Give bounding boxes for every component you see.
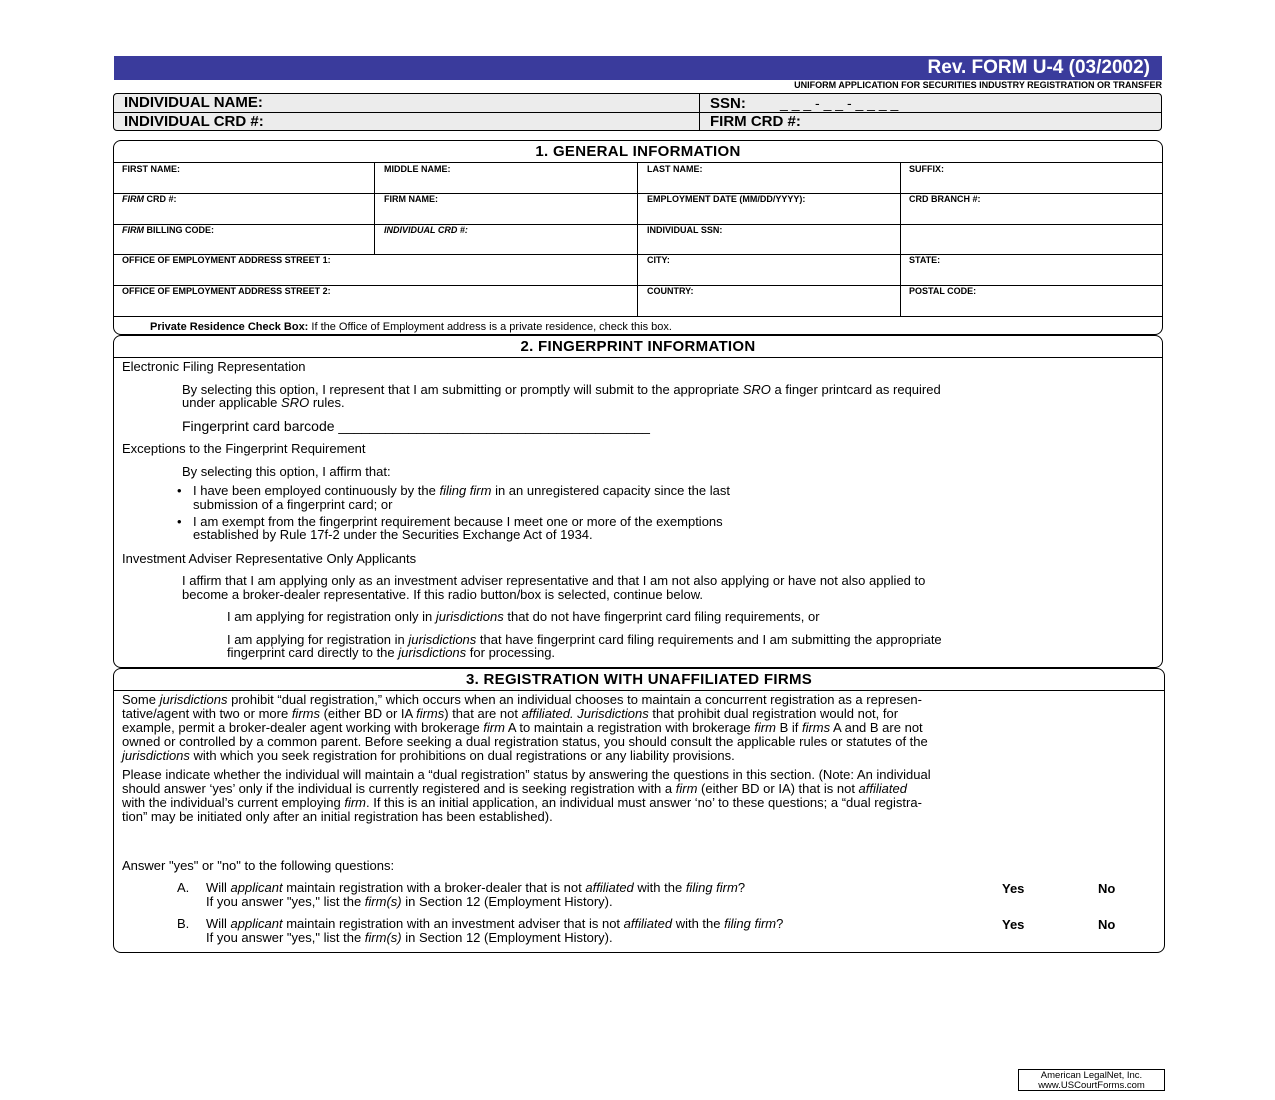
first-name-field[interactable]: FIRST NAME: [122,164,180,174]
publisher-footer [1018,1069,1165,1091]
firm-word: FIRM [122,225,144,235]
individual-ssn-field[interactable]: INDIVIDUAL SSN: [647,225,723,235]
section-general-information [113,140,1163,335]
private-residence-checkbox-row[interactable] [150,320,672,334]
instructions-line-2: should answer ‘yes’ only if the individual is currently registered and is seeking registration with a firm (either BD or IA) that is not affiliated [122,781,907,796]
divider [114,357,1162,358]
fingerprint-barcode-field[interactable]: Fingerprint card barcode ________________________________________ [182,418,650,434]
question-b-letter: B. [177,916,190,931]
divider [114,316,1162,317]
ssn-label: SSN: [710,95,746,112]
answer-intro: Answer "yes" or "no" to the following questions: [122,858,395,873]
question-b-yes-option[interactable]: Yes [1002,917,1025,932]
question-a-yes-option[interactable]: Yes [1002,881,1025,896]
divider [900,162,901,316]
country-field[interactable]: COUNTRY: [647,286,694,296]
crd-branch-field[interactable]: CRD BRANCH #: [909,194,981,204]
instructions-line-3: with the individual’s current employing firm. If this is an initial application, an individual must answer ‘no’ to these questions; a “dual registra- [122,795,922,810]
identity-block [113,93,1162,131]
question-b: Will applicant maintain registration with an investment adviser that is not affiliated with the filing firm? [206,916,784,931]
divider [114,193,1162,194]
divider [114,224,1162,225]
question-b-no-option[interactable]: No [1098,917,1116,932]
dual-registration-paragraph-line-2: tative/agent with two or more firms (either BD or IA firms) that are not affiliated. Jurisdictions that prohibit dual registration would not, for [122,706,899,721]
exception-1-line-1[interactable]: I have been employed continuously by the filing firm in an unregistered capacity since the last [193,483,730,498]
section-2-title: 2. FINGERPRINT INFORMATION [520,338,756,355]
question-a: Will applicant maintain registration with a broker-dealer that is not affiliated with the filing firm? [206,880,746,895]
address-street-1-field[interactable]: OFFICE OF EMPLOYMENT ADDRESS STREET 1: [122,255,331,265]
employment-date-field[interactable]: EMPLOYMENT DATE (MM/DD/YYYY): [647,194,806,204]
exception-1-line-2: submission of a fingerprint card; or [193,497,393,512]
individual-crd-field[interactable]: INDIVIDUAL CRD #: [124,113,264,130]
exception-2-line-2: established by Rule 17f-2 under the Securities Exchange Act of 1934. [193,527,593,542]
last-name-field[interactable]: LAST NAME: [647,164,703,174]
instructions-line-4: tion” may be initiated only after an initial registration has been established). [122,809,553,824]
state-field[interactable]: STATE: [909,255,941,265]
ia-statement-line-2: become a broker-dealer representative. If this radio button/box is selected, continue below. [182,587,704,602]
bullet-icon: • [177,514,182,529]
ia-option-1[interactable]: I am applying for registration only in jurisdictions that do not have fingerprint card filing requirements, or [227,609,820,624]
private-residence-text: If the Office of Employment address is a private residence, check this box. [308,321,672,333]
question-a-followup: If you answer "yes," list the firm(s) in Section 12 (Employment History). [206,894,613,909]
exceptions-option[interactable]: Exceptions to the Fingerprint Requirement [122,441,366,456]
ia-option-2-line-2: fingerprint card directly to the jurisdictions for processing. [227,645,556,660]
dual-registration-paragraph-line-1: Some jurisdictions prohibit “dual registration,” which occurs when an individual chooses to maintain a concurrent registration as a represen- [122,692,922,707]
section-1-title: 1. GENERAL INFORMATION [535,143,741,160]
middle-name-field[interactable]: MIDDLE NAME: [384,164,451,174]
ia-statement-line-1: I affirm that I am applying only as an investment adviser representative and that I am not also applying or have not also applied to [182,573,926,588]
billing-code-label: BILLING CODE: [144,225,214,235]
publisher-url: www.USCourtForms.com [1038,1080,1145,1091]
publisher-name: American LegalNet, Inc. [1040,1070,1143,1081]
form-subtitle: UNIFORM APPLICATION FOR SECURITIES INDUSTRY REGISTRATION OR TRANSFER [794,80,1162,90]
exceptions-intro: By selecting this option, I affirm that: [182,464,391,479]
efr-statement-line-2: under applicable SRO rules. [182,395,345,410]
divider [114,162,1162,163]
ia-only-option[interactable]: Investment Adviser Representative Only Applicants [122,551,417,566]
ssn-field[interactable] [699,94,1159,112]
instructions-line-1: Please indicate whether the individual will maintain a “dual registration” status by answering the questions in this section. (Note: An individual [122,767,931,782]
ia-option-2-line-1[interactable]: I am applying for registration in jurisdictions that have fingerprint card filing requirements and I am submitting the appropriate [227,632,942,647]
form-title-banner [114,56,1162,80]
identity-row-2 [114,113,1161,131]
section-3-title: 3. REGISTRATION WITH UNAFFILIATED FIRMS [465,671,813,688]
address-street-2-field[interactable]: OFFICE OF EMPLOYMENT ADDRESS STREET 2: [122,286,331,296]
individual-crd-label: INDIVIDUAL CRD #: [384,225,468,235]
firm-crd-number-field[interactable] [122,194,177,204]
divider [637,162,638,316]
private-residence-label: Private Residence Check Box: [150,321,309,333]
efr-statement-line-1: By selecting this option, I represent that I am submitting or promptly will submit to the appropriate SRO a finger printcard as required [182,382,941,397]
postal-code-field[interactable]: POSTAL CODE: [909,286,977,296]
electronic-filing-option[interactable]: Electronic Filing Representation [122,359,306,374]
city-field[interactable]: CITY: [647,255,670,265]
identity-row-1 [114,94,1161,112]
divider [114,690,1164,691]
individual-crd-number-field[interactable] [384,225,468,235]
bullet-icon: • [177,483,182,498]
suffix-field[interactable]: SUFFIX: [909,164,944,174]
question-a-no-option[interactable]: No [1098,881,1116,896]
firm-crd-field[interactable]: FIRM CRD #: [699,113,1159,131]
individual-name-field[interactable]: INDIVIDUAL NAME: [124,94,263,111]
divider [374,162,375,254]
question-a-letter: A. [177,880,190,895]
crd-label: CRD #: [144,194,177,204]
dual-registration-paragraph-line-5: jurisdictions with which you seek registration for prohibitions on dual registrations or any liability provisions. [122,748,735,763]
dual-registration-paragraph-line-3: example, permit a broker-dealer agent working with brokerage firm A to maintain a registration with brokerage firm B if firms A and B are not [122,720,923,735]
question-b-followup: If you answer "yes," list the firm(s) in Section 12 (Employment History). [206,930,613,945]
ssn-mask: _ _ _ - _ _ - _ _ _ _ [780,95,899,111]
firm-name-field[interactable]: FIRM NAME: [384,194,438,204]
firm-billing-code-field[interactable] [122,225,214,235]
form-title: Rev. FORM U-4 (03/2002) [927,57,1150,78]
section-fingerprint-information [113,335,1163,668]
firm-word: FIRM [122,194,144,204]
dual-registration-paragraph-line-4: owned or controlled by a common parent. Before seeking a dual registration status, you should consult the applicable rules or statutes of the [122,734,928,749]
section-registration-unaffiliated-firms [113,668,1165,953]
exception-2-line-1[interactable]: I am exempt from the fingerprint requirement because I meet one or more of the exemptions [193,514,723,529]
